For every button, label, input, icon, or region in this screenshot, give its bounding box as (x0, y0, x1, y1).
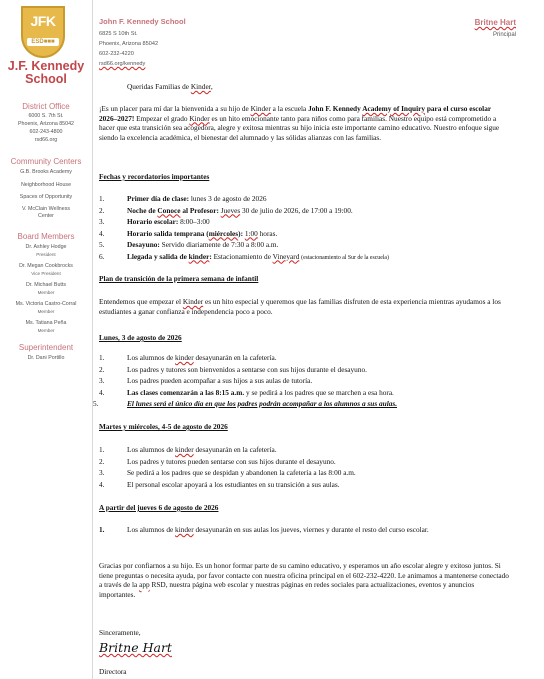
item-number: 4. (99, 228, 105, 238)
intro-text: a la escuela (270, 104, 309, 113)
board-member-role: Vice President (31, 271, 61, 276)
greeting (127, 82, 537, 92)
intro-text: ¡Es un placer para mí dar la bienvenida a su hijo de (99, 104, 251, 113)
list-item (93, 399, 509, 411)
intro-bold: para el curso escolar 2026–2027! (99, 104, 491, 123)
item-text: desayunarán en la cafetería. (193, 353, 277, 362)
board-heading: Board Members (17, 232, 75, 241)
board-member-role: Member (37, 290, 55, 295)
item-number: 3. (99, 376, 105, 385)
community-line: G.B. Brooks Academy (20, 169, 72, 175)
dates-list (99, 194, 509, 263)
item-text: Los alumnos de (127, 353, 176, 362)
item-bold: Noche de (127, 205, 158, 215)
item-bold: ): (238, 228, 244, 238)
item-bold: Primer día de clase: (127, 194, 190, 203)
signature (99, 641, 509, 655)
item-number: 1. (99, 194, 105, 203)
header-principal-name: Britne Hart (474, 18, 516, 27)
item-number: 6. (99, 251, 105, 261)
sign-title: Directora (99, 667, 127, 676)
board-member-name: Dr. Ashley Hodge (25, 244, 67, 250)
district-line: 602-243-4800 (29, 129, 63, 135)
plan-word: Kinder (182, 297, 204, 306)
item-text: 30 de julio de 2026, de 17:00 a 19:00. (240, 205, 353, 215)
closing-text: RSD, nuestra página web escolar y nuestras páginas en redes sociales para actualizaciones, eventos y anuncios importantes. (99, 580, 475, 599)
item-bold-word: Conoce (157, 205, 181, 215)
closing-text: Gracias por confiarnos a su hijo. Es un honor formar parte de su camino educativo, y esperamos un año escolar alegre y exitoso juntos. Si tiene preguntas o necesita ayuda, por favor contacte con nuestra oficina principal en el 602-232-4220. Le animamos a mantenerse conectado a través de la (99, 561, 509, 589)
item-word: Vineyard (272, 251, 300, 261)
list-item (99, 252, 509, 264)
item-word: kinder (175, 525, 194, 534)
list-item (99, 194, 509, 206)
intro-text: Empezar el grado (134, 113, 190, 123)
item-bold-word: kinder (188, 251, 210, 261)
list-item (99, 229, 509, 241)
item-number: 2. (99, 205, 105, 215)
item-number: 5. (99, 240, 105, 249)
item-note: (estacionamiento al Sur de la escuela) (301, 254, 389, 261)
board-member-role: President (36, 252, 56, 257)
community-line: Center (38, 213, 54, 219)
item-bold: Llegada y salida de (127, 251, 189, 261)
item-text: Estacionamiento de (211, 251, 273, 261)
intro-bold-word: Academy of Inquiry (362, 104, 426, 113)
board-member-name: Dr. Michael Butts (25, 282, 67, 288)
item-number: 2. (99, 456, 105, 466)
item-number: 4. (99, 479, 105, 489)
item-bold: Las clases comenzarán a las 8:15 a.m. (127, 387, 245, 397)
item-text: 8:00–3:00 (178, 217, 210, 226)
greeting-text: Queridas Familias de (127, 82, 191, 91)
sincerely: Sinceramente, (99, 628, 141, 637)
item-text: Se pedirá a los padres que se despidan y abandonen la cafetería a las 8:00 a.m. (127, 468, 356, 477)
signature-text: Britne Hart (99, 640, 172, 655)
superintendent-name: Dr. Dani Portillo (27, 355, 65, 361)
school-name-line-2: School (25, 72, 67, 86)
list-item (99, 206, 509, 218)
item-text: lunes 3 de agosto de 2026 (189, 194, 267, 203)
item-bold: al Profesor: (180, 205, 219, 215)
intro-word: Kinder (189, 113, 210, 123)
item-text: desayunarán en la cafetería. (193, 445, 277, 454)
intro-text: es un hito emocionante tanto para niños como para familias. Nuestro equipo está comprometido a hacer que esta transición sea acogedora, alegre y exitosa mientras su hijo inicia este importante camino educativo. Nuestro enfoque sigue siendo la excelencia académica, el bienestar del alumnado y las sólidas alianzas con las familias. (99, 113, 500, 142)
header-address-line: 6825 S 10th St. (99, 31, 138, 37)
intro-paragraph (99, 104, 509, 142)
item-number: 3. (99, 217, 105, 226)
item-emphasis: El lunes será el único día en que los padres podrán acompañar a los alumnos a sus aulas. (127, 399, 398, 408)
crest-text: JFK (30, 13, 56, 29)
item-text: y se pedirá a los padres que se marchen a esa hora. (244, 387, 394, 397)
list-item (99, 240, 509, 252)
thursday-heading: A partir del jueves 6 de agosto de 2026 (99, 503, 219, 512)
board-member-name: Ms. Victoria Castro-Corral (15, 301, 77, 307)
list-item (99, 365, 509, 377)
plan-heading: Plan de transición de la primera semana de infantil (99, 274, 259, 283)
item-number: 1. (99, 445, 105, 454)
board-member-role: Member (37, 328, 55, 333)
item-text: Los padres y tutores son bienvenidos a sentarse con sus hijos durante el desayuno. (127, 364, 367, 374)
intro-word: Kinder (250, 104, 271, 113)
school-name-line-1: J.F. Kennedy (7, 59, 85, 73)
item-bold: : (209, 251, 212, 261)
tuesday-list (99, 445, 509, 491)
closing-paragraph (99, 561, 509, 599)
item-text: Los padres pueden acompañar a sus hijos a sus aulas de tutoría. (127, 376, 313, 385)
school-crest-logo (21, 6, 65, 58)
list-item (99, 480, 509, 492)
community-line: Spaces of Opportunity (19, 194, 73, 200)
plan-text: es un hito especial y queremos que las familias disfruten de esta experiencia mientras ayudamos a los estudiantes a ganar confianza e independencia poco a poco. (99, 297, 501, 316)
item-text: Servido diariamente de 7:30 a 8:00 a.m. (159, 240, 279, 249)
greeting-word: Kinder (190, 82, 211, 91)
community-line: Neighborhood House (20, 182, 72, 188)
plan-paragraph (99, 297, 509, 316)
list-item (99, 525, 509, 535)
district-line: Phoenix, Arizona 85042 (18, 121, 74, 127)
list-item (99, 353, 509, 365)
item-bold: Horario escolar: (127, 217, 179, 226)
item-number: 2. (99, 364, 105, 374)
list-item (99, 468, 509, 480)
item-word: kinder (175, 445, 194, 454)
header-school-name: John F. Kennedy School (99, 17, 186, 26)
community-heading: Community Centers (10, 157, 82, 166)
list-item (99, 445, 509, 457)
item-text: Los alumnos de (127, 525, 176, 534)
tuesday-heading: Martes y miércoles, 4-5 de agosto de 2026 (99, 422, 228, 431)
item-text: Los alumnos de (127, 445, 176, 454)
board-member-role: Member (37, 309, 55, 314)
board-member-name: Ms. Tatiana Peña (25, 320, 67, 326)
item-text: El personal escolar apoyará a los estudiantes en su transición a sus aulas. (127, 479, 340, 489)
item-text: Los padres y tutores pueden sentarse con sus hijos durante el desayuno. (127, 456, 336, 466)
item-text: horas. (257, 228, 278, 238)
monday-list (93, 353, 509, 411)
monday-heading: Lunes, 3 de agosto de 2026 (99, 333, 182, 342)
district-line: rsd66.org (34, 137, 58, 143)
item-number: 3. (99, 468, 105, 477)
item-text: desayunarán en sus aulas los jueves, viernes y durante el resto del curso escolar. (193, 525, 429, 534)
community-line: V. McClain Wellness (22, 206, 70, 212)
item-number: 1. (99, 525, 105, 534)
item-number: 5. (93, 399, 99, 408)
dates-heading: Fechas y recordatorios importantes (99, 172, 210, 181)
list-item (99, 457, 509, 469)
header-website-link[interactable]: rsd66.org/kennedy (99, 61, 146, 67)
district-line: 6000 S. 7th St. (28, 113, 64, 119)
item-word: 1:00 (244, 228, 258, 238)
closing-word: app (139, 580, 150, 589)
thursday-item (99, 525, 509, 535)
header-principal-title: Principal (492, 32, 516, 38)
list-item (99, 217, 509, 229)
item-word: kinder (175, 353, 194, 362)
greeting-comma: , (210, 82, 213, 91)
item-text-block (127, 525, 509, 535)
item-bold: Horario salida temprana ( (127, 228, 209, 238)
item-word: Jueves (220, 205, 241, 215)
header-address-line: Phoenix, Arizona 85042 (99, 41, 159, 47)
list-item (99, 388, 509, 400)
letterhead-sidebar (0, 0, 93, 679)
superintendent-heading: Superintendent (18, 343, 74, 352)
item-bold-word: miércoles (208, 228, 239, 238)
crest-banner: ESD■■■ (27, 38, 59, 46)
list-item (99, 376, 509, 388)
board-member-name: Dr. Megan Cookbrocks (19, 263, 73, 269)
item-number: 1. (99, 353, 105, 362)
plan-text: Entendemos que empezar el (99, 297, 183, 306)
sidebar-school-name (0, 60, 92, 86)
item-bold: Desayuno: (127, 240, 160, 249)
header-phone: 602-232-4220 (99, 51, 134, 57)
item-number: 4. (99, 387, 105, 397)
district-heading: District Office (22, 102, 70, 111)
intro-bold: John F. Kennedy (308, 104, 363, 113)
